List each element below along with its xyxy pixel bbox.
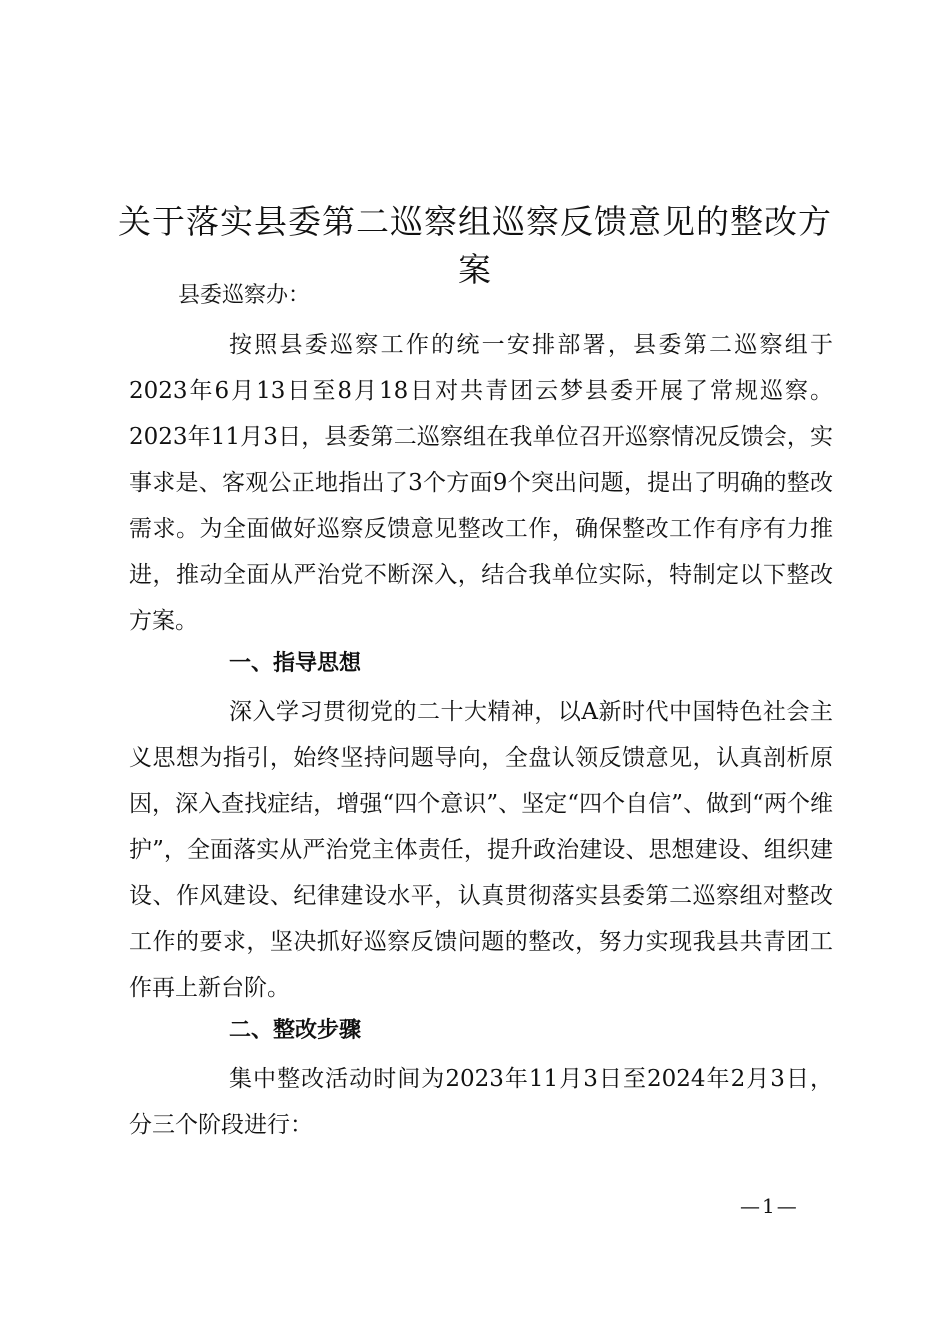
page-number: —1— — [740, 1194, 799, 1218]
section-heading-rectification-steps: 二、整改步骤 — [229, 1018, 362, 1043]
intro-paragraph: 按照县委巡察工作的统一安排部署，县委第二巡察组于2023年6月13日至8月18日对共青团云梦县委开展了常规巡察。2023年11月3日，县委第二巡察组在我单位召开巡察情况反馈会，实事求是、客观公正地指出了3个方面9个突出问题，提出了明确的整改需求。为全面做好巡察反馈意见整改工作，确保整改工作有序有力推进，推动全面从严治党不断深入，结合我单位实际，特制定以下整改方案。 — [129, 332, 833, 634]
rectification-steps-paragraph: 集中整改活动时间为2023年11月3日至2024年2月3日，分三个阶段进行： — [129, 1066, 833, 1138]
section-heading-guiding-ideology: 一、指导思想 — [229, 651, 362, 676]
addressee: 县委巡察办： — [178, 283, 311, 308]
guiding-ideology-paragraph: 深入学习贯彻党的二十大精神，以A新时代中国特色社会主义思想为指引，始终坚持问题导向，全盘认领反馈意见，认真剖析原因，深入查找症结，增强“四个意识”、坚定“四个自信”、做到“两个维护”，全面落实从严治党主体责任，提升政治建设、思想建设、组织建设、作风建设、纪律建设水平，认真贯彻落实县委第二巡察组对整改工作的要求，坚决抓好巡察反馈问题的整改，努力实现我县共青团工作再上新台阶。 — [129, 699, 833, 1001]
document-title: 关于落实县委第二巡察组巡察反馈意见的整改方案 — [118, 202, 832, 290]
